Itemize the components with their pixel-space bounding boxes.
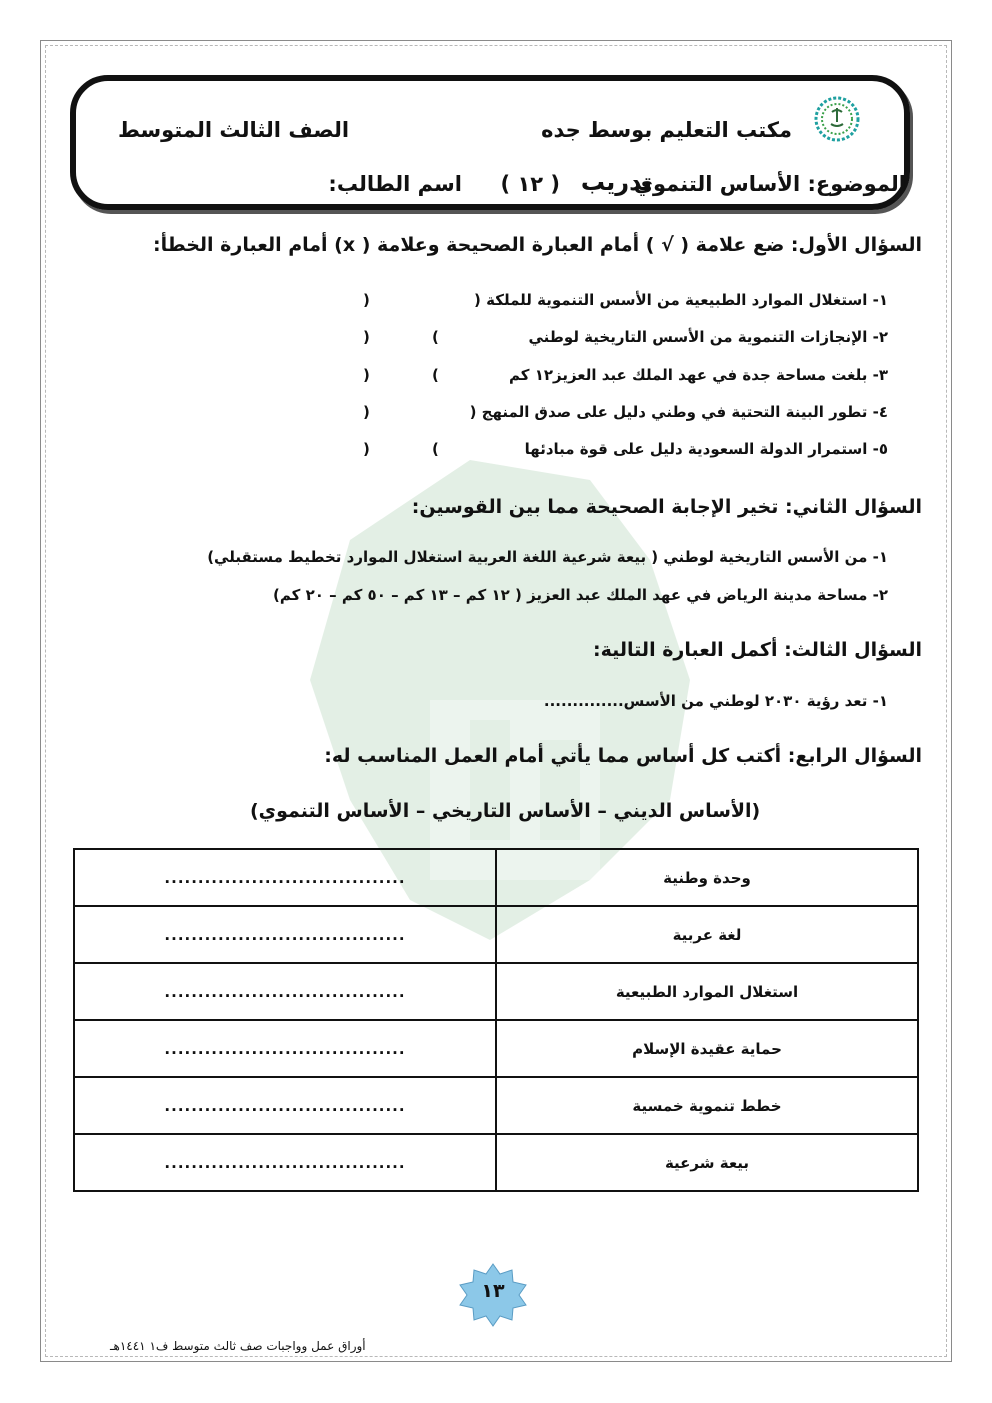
question-2-title: السؤال الثاني: تخير الإجابة الصحيحة مما بين القوسين: <box>411 496 922 518</box>
ministry-logo-icon <box>812 94 862 144</box>
q1-item-1: ١- استغلال الموارد الطبيعية من الأسس التنموية للملكة ( <box>474 291 888 309</box>
answer-blank[interactable]: .................................... <box>74 1077 496 1134</box>
q1-item-5: ٥- استمرار الدولة السعودية دليل على قوة مبادئها <box>524 440 888 458</box>
table-row <box>74 906 918 963</box>
answer-blank[interactable]: .................................... <box>74 849 496 906</box>
table-row <box>74 1134 918 1191</box>
training-number: ( ١٢ ) <box>500 172 560 196</box>
answer-blank[interactable]: .................................... <box>74 906 496 963</box>
q1-item-5-open: ( <box>432 440 439 458</box>
student-name-label: اسم الطالب: <box>328 172 462 196</box>
page-number: ١٣ <box>481 1280 505 1302</box>
table-row <box>74 1020 918 1077</box>
q1-item-5-close: ) <box>363 440 370 458</box>
q1-item-3-close: ) <box>363 366 370 384</box>
answer-blank[interactable]: .................................... <box>74 1134 496 1191</box>
q1-item-2-open: ( <box>432 328 439 346</box>
question-3-title: السؤال الثالث: أكمل العبارة التالية: <box>593 639 922 661</box>
q1-item-3: ٣- بلغت مساحة جدة في عهد الملك عبد العزيز١٢ كم <box>508 366 888 384</box>
training-label: تدريب <box>580 168 652 196</box>
question-4-title: السؤال الرابع: أكتب كل أساس مما يأتي أمام العمل المناسب له: <box>324 745 922 767</box>
q1-item-4: ٤- تطور البينة التحتية في وطني دليل على صدق المنهج ( <box>469 403 888 421</box>
table-cell-item: خطط تنموية خمسية <box>496 1077 918 1134</box>
table-row <box>74 849 918 906</box>
table-cell-item: استغلال الموارد الطبيعية <box>496 963 918 1020</box>
matching-table <box>73 848 919 1192</box>
q2-item-2: ٢- مساحة مدينة الرياض في عهد الملك عبد العزيز ( ١٢ كم – ١٣ كم – ٥٠ كم – ٢٠ كم) <box>273 586 888 604</box>
q1-item-2-close: ) <box>363 328 370 346</box>
table-cell-item: لغة عربية <box>496 906 918 963</box>
footer-text: أوراق عمل وواجبات صف ثالث متوسط ف١ ١٤٤١هـ <box>110 1339 366 1353</box>
table-cell-item: وحدة وطنية <box>496 849 918 906</box>
topic-title: الموضوع: الأساس التنموي <box>633 172 906 196</box>
grade-label: الصف الثالث المتوسط <box>118 118 350 142</box>
q4-options: (الأساس الديني – الأساس التاريخي – الأساس التنموي) <box>250 800 761 822</box>
q1-item-3-open: ( <box>432 366 439 384</box>
q1-item-2: ٢- الإنجازات التنموية من الأسس التاريخية لوطني <box>528 328 888 346</box>
answer-blank[interactable]: .................................... <box>74 1020 496 1077</box>
question-1-title: السؤال الأول: ضع علامة ( √ ) أمام العبارة الصحيحة وعلامة ( ⅹ) أمام العبارة الخطأ: <box>152 234 922 256</box>
education-office: مكتب التعليم بوسط جده <box>541 118 792 142</box>
q1-item-4-close: ) <box>363 403 370 421</box>
table-cell-item: حماية عقيدة الإسلام <box>496 1020 918 1077</box>
table-row <box>74 963 918 1020</box>
answer-blank[interactable]: .................................... <box>74 963 496 1020</box>
table-row <box>74 1077 918 1134</box>
table-cell-item: بيعة شرعية <box>496 1134 918 1191</box>
q1-item-1-close: ) <box>363 291 370 309</box>
q3-item-1: ١- تعد رؤية ٢٠٣٠ لوطني من الأسس.............. <box>543 692 888 710</box>
q2-item-1: ١- من الأسس التاريخية لوطني ( بيعة شرعية اللغة العربية استغلال الموارد تخطيط مستقبلي) <box>207 548 888 566</box>
